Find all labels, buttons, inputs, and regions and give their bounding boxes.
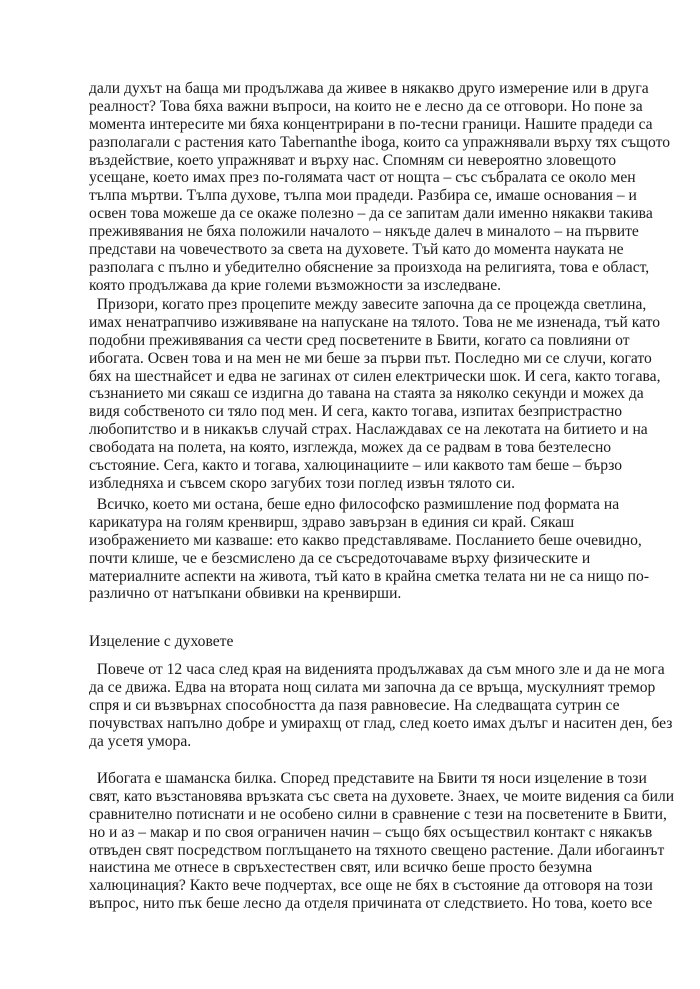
text-line: Ибогата е шаманска билка. Според представите на Бвити тя носи изцеление в този bbox=[89, 770, 647, 787]
paragraph-1 bbox=[89, 80, 671, 295]
text-line: ибогата. Освен това и на мен не ми беше за първи път. Последно ми се случи, когато bbox=[89, 349, 652, 367]
text-line: момента интересите ми бяха концентрирани в по-тесни граници. Нашите прадеди са bbox=[89, 115, 653, 133]
text-line: подобни преживявания са чести сред посветените в Бвити, когато са повлияни от bbox=[89, 331, 630, 349]
paragraph-5 bbox=[89, 770, 675, 913]
text-line: представи на човечеството за света на духовете. Тъй като до момента науката не bbox=[89, 241, 624, 259]
text-line: състояние. Сега, както и тогава, халюцинациите – или каквото там беше – бързо bbox=[89, 457, 623, 475]
text-line: свободата на полета, на която, изглежда, можех да се радвам в това безтелесно bbox=[89, 439, 612, 457]
text-line: Призори, когато през процепите между завесите започна да се процежда светлина, bbox=[89, 296, 647, 313]
text-line: въпрос, нито пък беше лесно да отделя причината от следствието. Но това, което все bbox=[89, 895, 653, 913]
text-line: отвъден свят посредством поглъщането на тяхното свещено растение. Дали ибогаинът bbox=[89, 841, 665, 859]
text-line: разполагали с растения като Tabernanthe iboga, които са упражнявали върху тях същото bbox=[89, 133, 671, 151]
section-heading-text: Изцеление с духовете bbox=[89, 633, 234, 650]
text-line: разполага с пълно и убедително обяснение за произхода на религията, това е област, bbox=[89, 258, 650, 276]
text-line: имах ненатрапчиво изживяване на напускане на тялото. Това не ме изненада, тъй като bbox=[89, 313, 661, 331]
text-line: усещане, което имах през по-голямата част от нощта – със събралата се около мен bbox=[89, 169, 636, 187]
text-line: съзнанието ми сякаш се издигна до тавана на стаята за няколко секунди и можех да bbox=[89, 385, 644, 403]
text-line: сравнително потиснати и не особено силни в сравнение с тези на посветените в Бвити, bbox=[89, 805, 667, 823]
text-line: да усетя умора. bbox=[89, 732, 192, 750]
paragraph-4 bbox=[89, 661, 673, 750]
text-line: почти клише, че е безсмислено да се съсредоточаваме върху физическите и bbox=[89, 549, 591, 567]
text-line: Всичко, което ми остана, беше едно философско размишление под формата на bbox=[89, 496, 620, 513]
text-line: реалност? Това бяха важни въпроси, на които не е лесно да се отговори. Но поне за bbox=[89, 97, 643, 115]
text-line: любопитство и в никакъв случай страх. Наслаждавах се на лекотата на битието и на bbox=[89, 421, 648, 439]
text-line: тълпа мъртви. Тълпа духове, тълпа мои прадеди. Разбира се, имаше основания – и bbox=[89, 187, 637, 205]
text-line: наистина ме отнесе в свръхестествен свят, или всичко беше просто безумна bbox=[89, 859, 593, 877]
section-heading bbox=[89, 633, 649, 651]
text-line: която продължава да крие големи възможности за изследване. bbox=[89, 276, 502, 294]
text-line: халюцинация? Както вече подчертах, все още не бях в състояние да отговоря на този bbox=[89, 877, 653, 895]
text-line: преживявания не бяха положили началото – някъде далеч в миналото – на първите bbox=[89, 223, 639, 241]
text-line: различно от натъпкани обвивки на кренвирши. bbox=[89, 585, 402, 603]
text-line: да се движа. Едва на втората нощ силата ми започна да се връща, мускулният тремор bbox=[89, 678, 656, 696]
paragraph-3 bbox=[89, 496, 649, 603]
text-line: избледняха и съвсем скоро загубих този поглед извън тялото си. bbox=[89, 474, 516, 492]
text-line: почувствах напълно добре и умирахщ от глад, след което имах дълъг и наситен ден, без bbox=[89, 714, 673, 732]
text-line: освен това можеше да се окаже полезно – да се запитам дали именно някакви такива bbox=[89, 205, 653, 223]
text-line: но и аз – макар и по своя ограничен начин – също бях осъществил контакт с някакъв bbox=[89, 823, 653, 841]
text-line: бях на шестнайсет и едва не загинах от силен електрически шок. И сега, както тогава, bbox=[89, 367, 661, 385]
text-line: въздействие, което упражняват и върху нас. Спомням си невероятно зловещото bbox=[89, 151, 617, 169]
text-line: свят, като възстановява връзката със света на духовете. Знаех, че моите видения са били bbox=[89, 787, 675, 805]
paragraph-2 bbox=[89, 296, 661, 493]
text-line: спря и си възвърнах способността да пазя равновесие. На следващата сутрин се bbox=[89, 696, 620, 714]
text-line: изображението ми казваше: ето какво представляваме. Посланието беше очевидно, bbox=[89, 531, 642, 549]
text-line: видя собственото си тяло под мен. И сега, както тогава, изпитах безпристрастно bbox=[89, 403, 623, 421]
text-line: карикатура на голям кренвирш, здраво завързан в единия си край. Сякаш bbox=[89, 513, 575, 531]
text-line: Повече от 12 часа след края на виденията продължавах да съм много зле и да не мога bbox=[89, 661, 665, 678]
text-line: дали духът на баща ми продължава да живее в някакво друго измерение или в друга bbox=[89, 80, 649, 97]
text-line: материалните аспекти на живота, тъй като в крайна сметка телата ни не са нищо по- bbox=[89, 567, 650, 585]
